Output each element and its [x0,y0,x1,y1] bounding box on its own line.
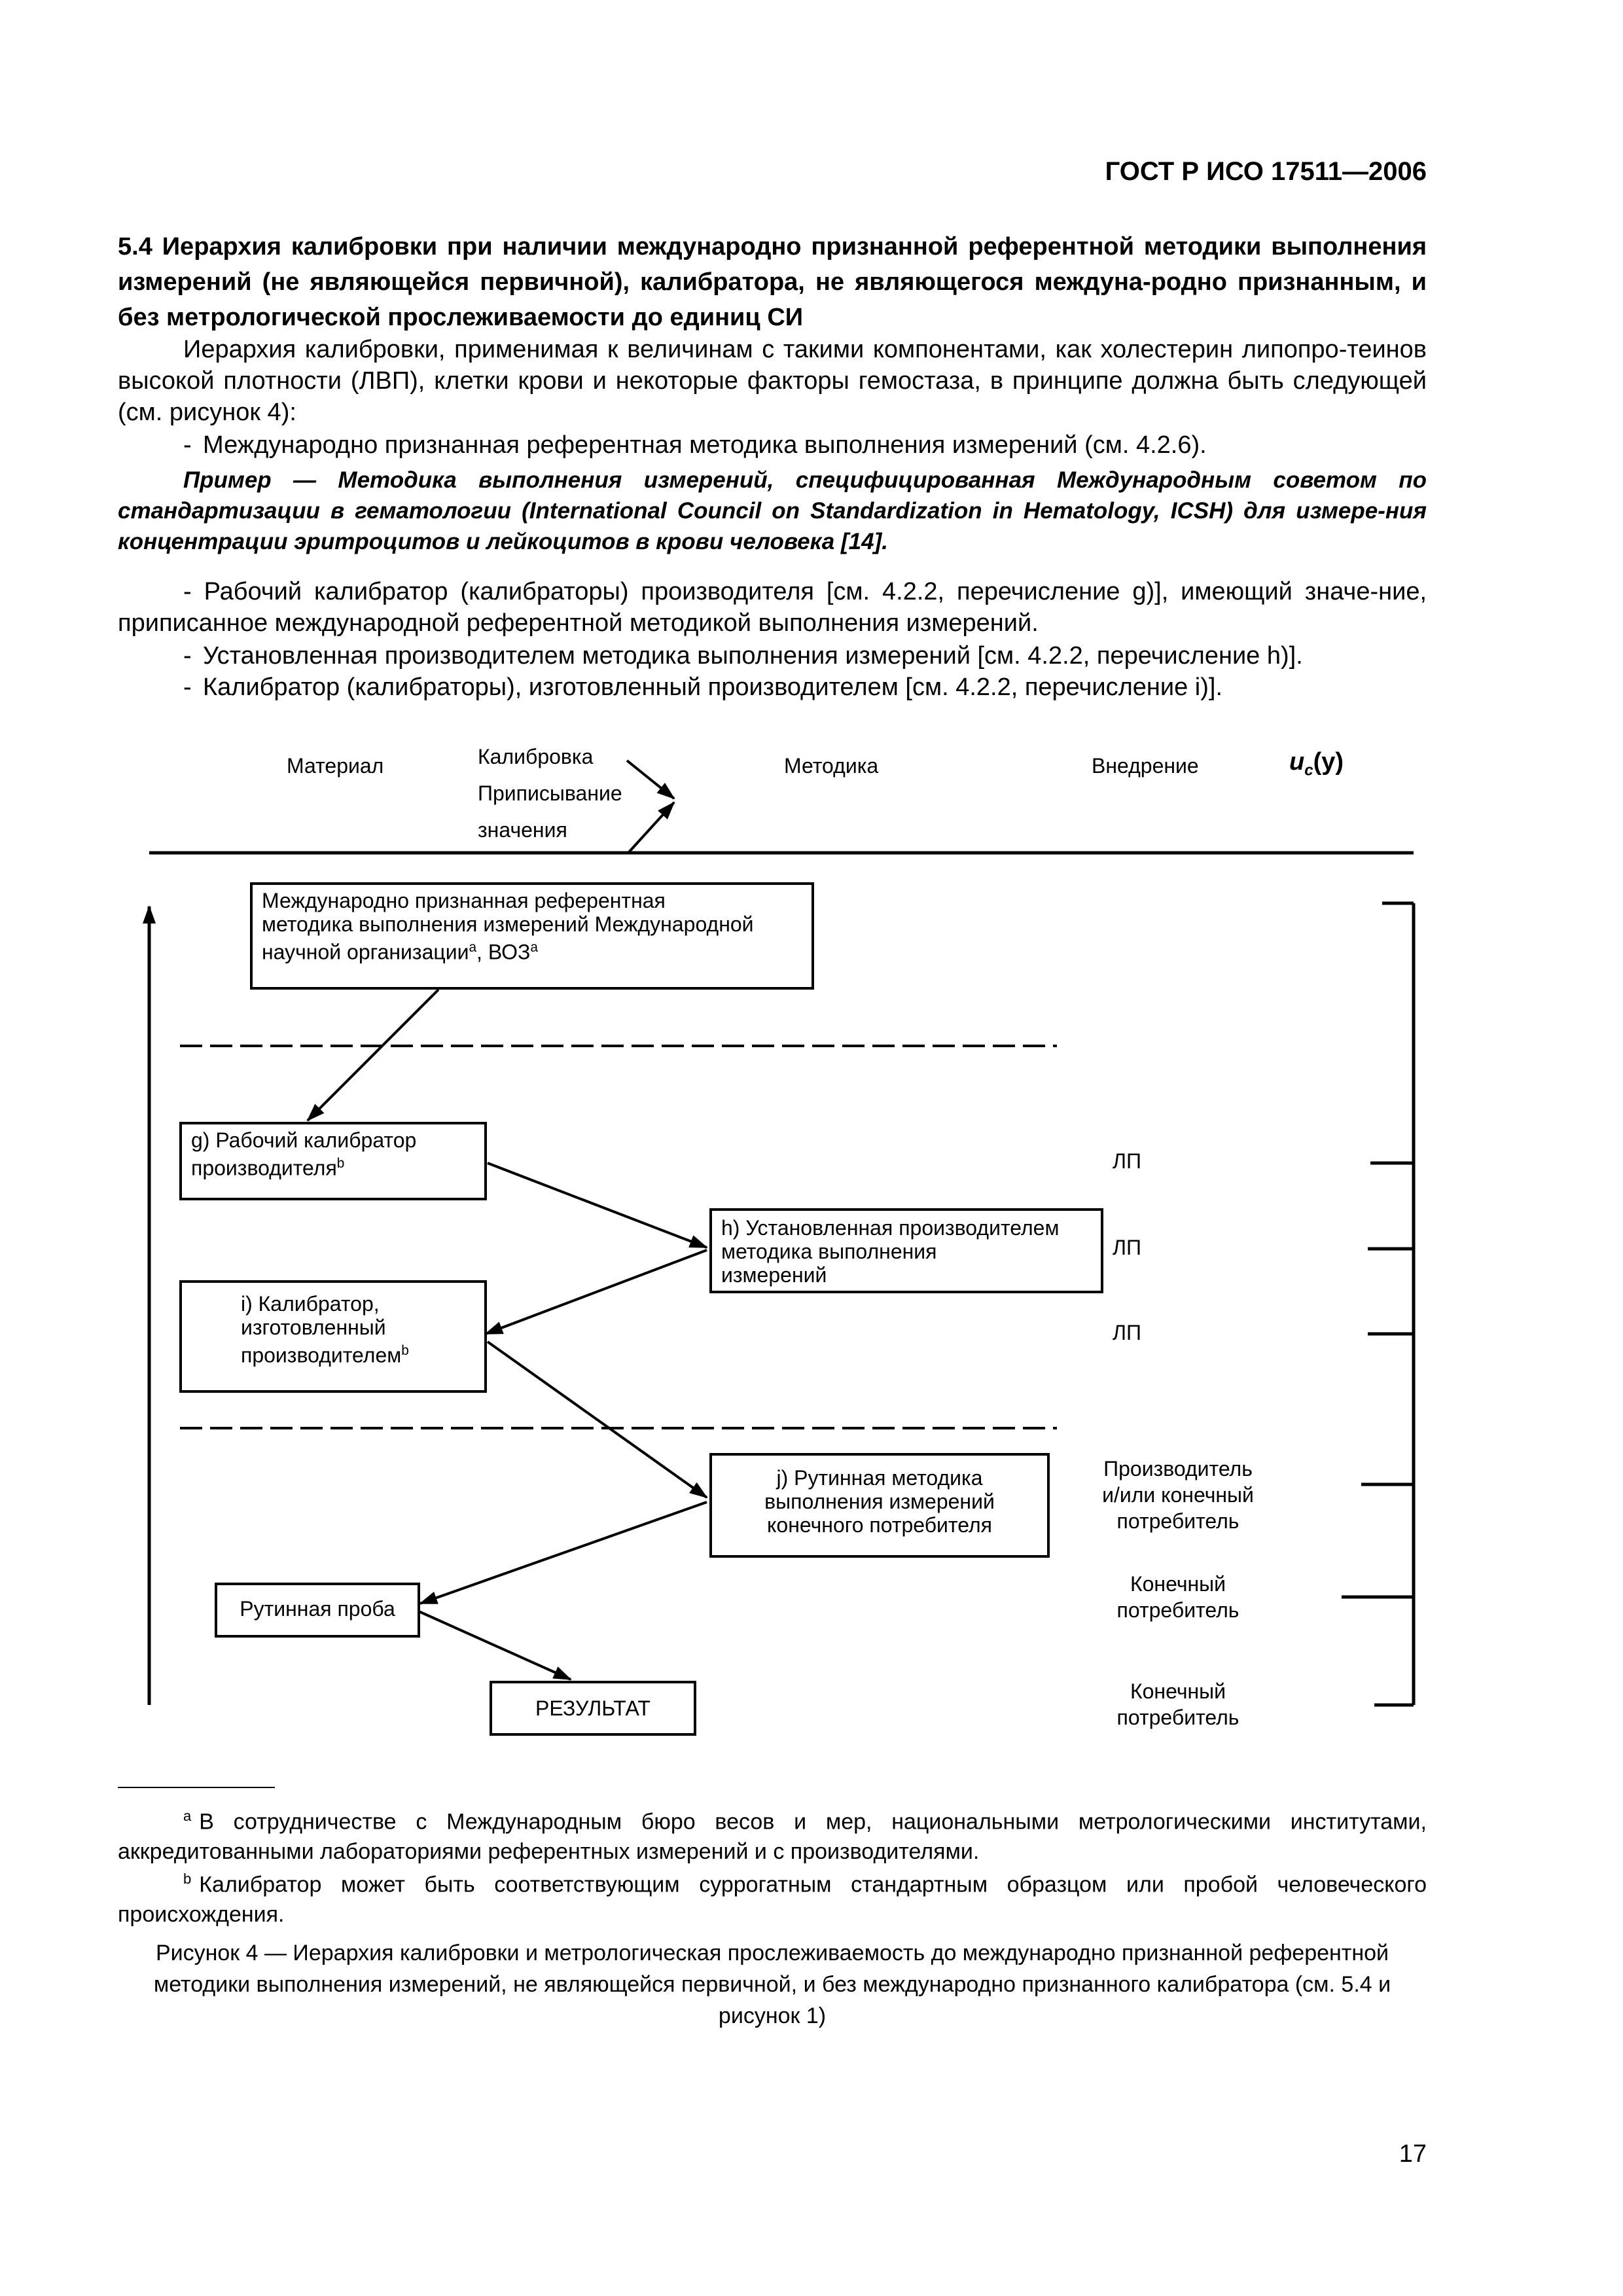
list-item-text: Калибратор (калибраторы), изготовленный производителем [см. 4.2.2, перечисление i)]. [203,673,1222,701]
example-note [118,465,1427,557]
column-header-material: Материал [287,754,384,778]
box-line: конечного потребителя [767,1513,992,1537]
implementation-end-user: Конечный потребитель [1116,1679,1240,1729]
box-line: методика выполнения измерений Международной [262,912,754,936]
list-item [118,576,1427,639]
footnote-text: Калибратор может быть соответствующим суррогатным стандартным образцом или пробой человеческого происхождения. [118,1872,1427,1928]
box-line: производителем$^b$ [241,1343,409,1367]
dash-mark: - [183,578,192,605]
list-item [118,429,1427,461]
box-line: научной организации$^a$, ВОЗ$^a$ [262,940,538,964]
box-line: выполнения измерений [764,1490,995,1513]
implementation-lp: ЛП [1113,1149,1141,1173]
box-line: измерений [721,1263,827,1287]
box-i-manufacturer-calibrator [179,1280,487,1393]
box-international-reference-method [250,882,814,990]
box-line: h) Установленная производителем [721,1216,1060,1240]
box-line: методика выполнения [721,1240,937,1263]
list-item-text: Международно признанная референтная методика выполнения измерений (см. 4.2.6). [203,431,1207,459]
footnote-b [118,1864,1427,1929]
dash-mark: - [183,431,192,459]
column-header-calibration: Калибровка [478,745,594,768]
dash-mark: - [183,642,192,670]
box-g-working-calibrator [179,1122,487,1200]
list-item [118,640,1427,672]
column-header-assignment-2: значения [478,818,567,842]
box-result: РЕЗУЛЬТАТ [490,1681,696,1736]
box-line: i) Калибратор, [241,1292,380,1316]
footnote-a [118,1801,1427,1867]
box-line: Международно признанная референтная [262,889,666,912]
calibration-hierarchy-figure [0,720,1623,1767]
implementation-manufacturer-or-end-user: Производитель и/или конечный потребитель [1102,1457,1254,1533]
footnote-text: В сотрудничестве с Международным бюро весов и мер, национальными метрологическими институтами, аккредитованными лабораториями референтных измерений и с производителями. [118,1809,1427,1865]
example-text: Пример — Методика выполнения измерений, специфицированная Международным советом по стандартизации в гематологии (International Council on Standardization in Hematology, ICSH) для измере-ния концентрации эритроцитов и лейкоцитов в крови человека [14]. [118,467,1427,554]
column-header-uncertainty [1289,749,1344,784]
figure-caption: Рисунок 4 — Иерархия калибровки и метрологическая прослеживаемость до международно признанной референтной методики выполнения измерений, не являющейся первичной, и без международно признанного калибратора (см. 5.4 и рисунок 1) [153,1941,1391,2028]
dash-mark: - [183,673,192,701]
column-header-method: Методика [784,754,879,778]
uncertainty-symbol: u [1289,748,1305,776]
implementation-lp: ЛП [1113,1236,1141,1259]
list-item-text: Рабочий калибратор (калибраторы) производителя [см. 4.2.2, перечисление g)], имеющий значе-ние, приписанное международной референтной методикой выполнения измерений. [118,578,1427,637]
section-heading: 5.4 Иерархия калибровки при наличии международно признанной референтной методики выполнения измерений (не являющейся первичной), калибратора, не являющегося междуна-родно признанным, и без метрологической прослеживаемости до единиц СИ [118,233,1427,331]
footnote-mark: a [183,1808,192,1824]
uncertainty-argument: (y) [1313,748,1344,776]
page-number: 17 [1399,2140,1427,2168]
list-item [118,672,1427,703]
footnote-mark: b [183,1871,192,1887]
box-line: g) Рабочий калибратор [191,1128,417,1152]
implementation-lp: ЛП [1113,1321,1141,1344]
column-header-implementation: Внедрение [1092,754,1199,778]
box-h-manufacturer-method [709,1208,1103,1293]
box-line: j) Рутинная методика [776,1466,983,1490]
implementation-end-user: Конечный потребитель [1116,1572,1240,1622]
footnote-separator [118,1787,275,1788]
section-intro: Иерархия калибровки, применимая к величинам с такими компонентами, как холестерин липопро-теинов высокой плотности (ЛВП), клетки крови и некоторые факторы гемостаза, в принципе должна быть следующей (см. рисунок 4): [118,336,1427,426]
box-line: изготовленный [241,1316,386,1339]
box-line: производителя$^b$ [191,1156,345,1180]
list-item-text: Установленная производителем методика выполнения измерений [см. 4.2.2, перечисление h)]. [203,642,1303,670]
uncertainty-subscript: c [1304,761,1313,780]
document-code: ГОСТ Р ИСО 17511—2006 [1105,157,1427,186]
box-j-routine-method [709,1453,1050,1558]
box-routine-sample: Рутинная проба [215,1583,420,1638]
column-header-assignment: Приписывание [478,781,622,805]
